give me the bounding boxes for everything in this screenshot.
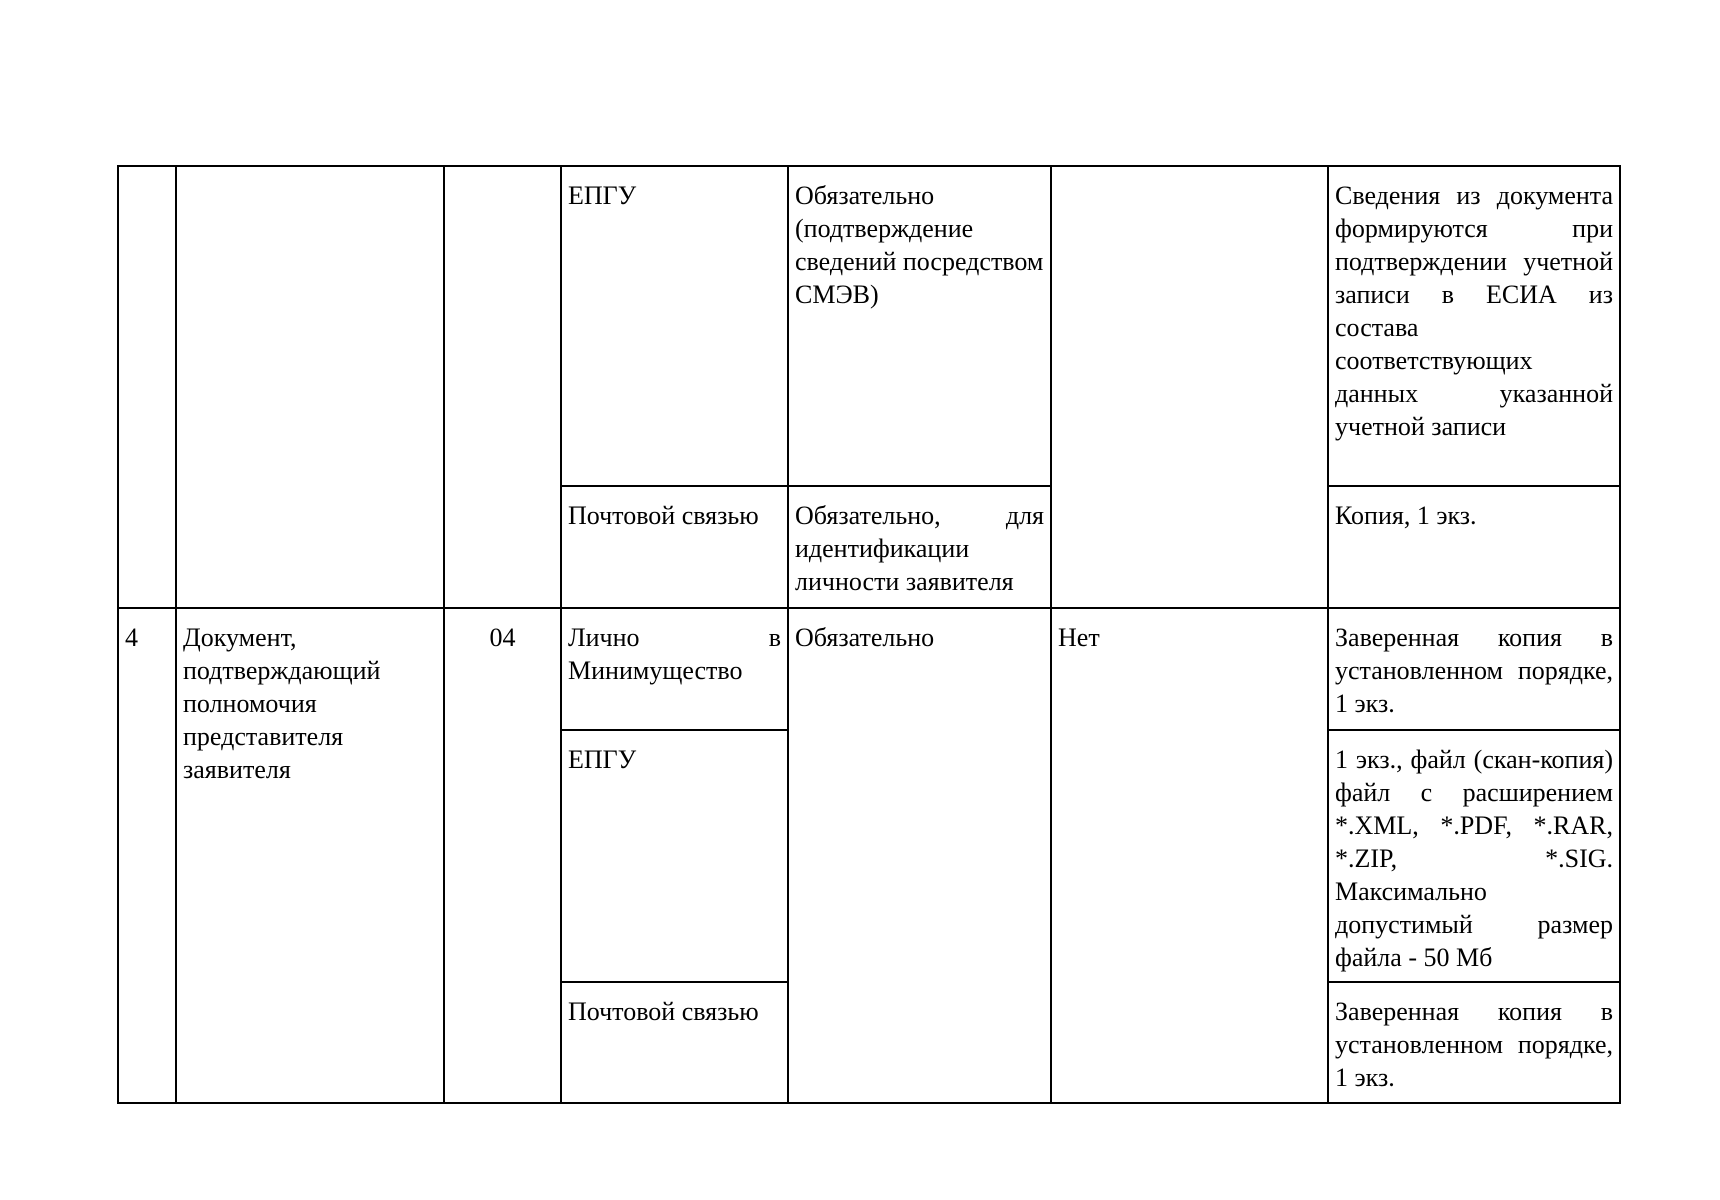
submission-method-cell: Почтовой связью [561, 982, 788, 1103]
document-form-cell: 1 экз., файл (скан-копия) файл с расширением *.XML, *.PDF, *.RAR, *.ZIP, *.SIG. Максимально допустимый размер файла - 50 Мб [1328, 730, 1620, 982]
table-row [118, 166, 1620, 486]
document-form-cell: Заверенная копия в установленном порядке, 1 экз. [1328, 608, 1620, 730]
document-name-cell [176, 166, 444, 608]
requirement-cell: Обязательно (подтверждение сведений посредством СМЭВ) [788, 166, 1051, 486]
documents-table [117, 165, 1621, 1104]
document-code-cell [444, 166, 561, 608]
submission-method-cell: ЕПГУ [561, 166, 788, 486]
document-form-cell: Сведения из документа формируются при подтверждении учетной записи в ЕСИА из состава соответствующих данных указанной учетной записи [1328, 166, 1620, 486]
row-number-cell [118, 166, 176, 608]
extra-cell: Нет [1051, 608, 1328, 1103]
document-form-cell: Заверенная копия в установленном порядке, 1 экз. [1328, 982, 1620, 1103]
submission-method-cell: Почтовой связью [561, 486, 788, 608]
row-number-cell: 4 [118, 608, 176, 1103]
table-row [118, 608, 1620, 730]
submission-method-cell: ЕПГУ [561, 730, 788, 982]
requirement-cell: Обязательно, для идентификации личности заявителя [788, 486, 1051, 608]
requirement-cell: Обязательно [788, 608, 1051, 1103]
submission-method-cell: Лично в Минимущество [561, 608, 788, 730]
document-code-cell: 04 [444, 608, 561, 1103]
document-form-cell: Копия, 1 экз. [1328, 486, 1620, 608]
document-name-cell: Документ, подтверждающий полномочия представителя заявителя [176, 608, 444, 1103]
extra-cell [1051, 166, 1328, 608]
